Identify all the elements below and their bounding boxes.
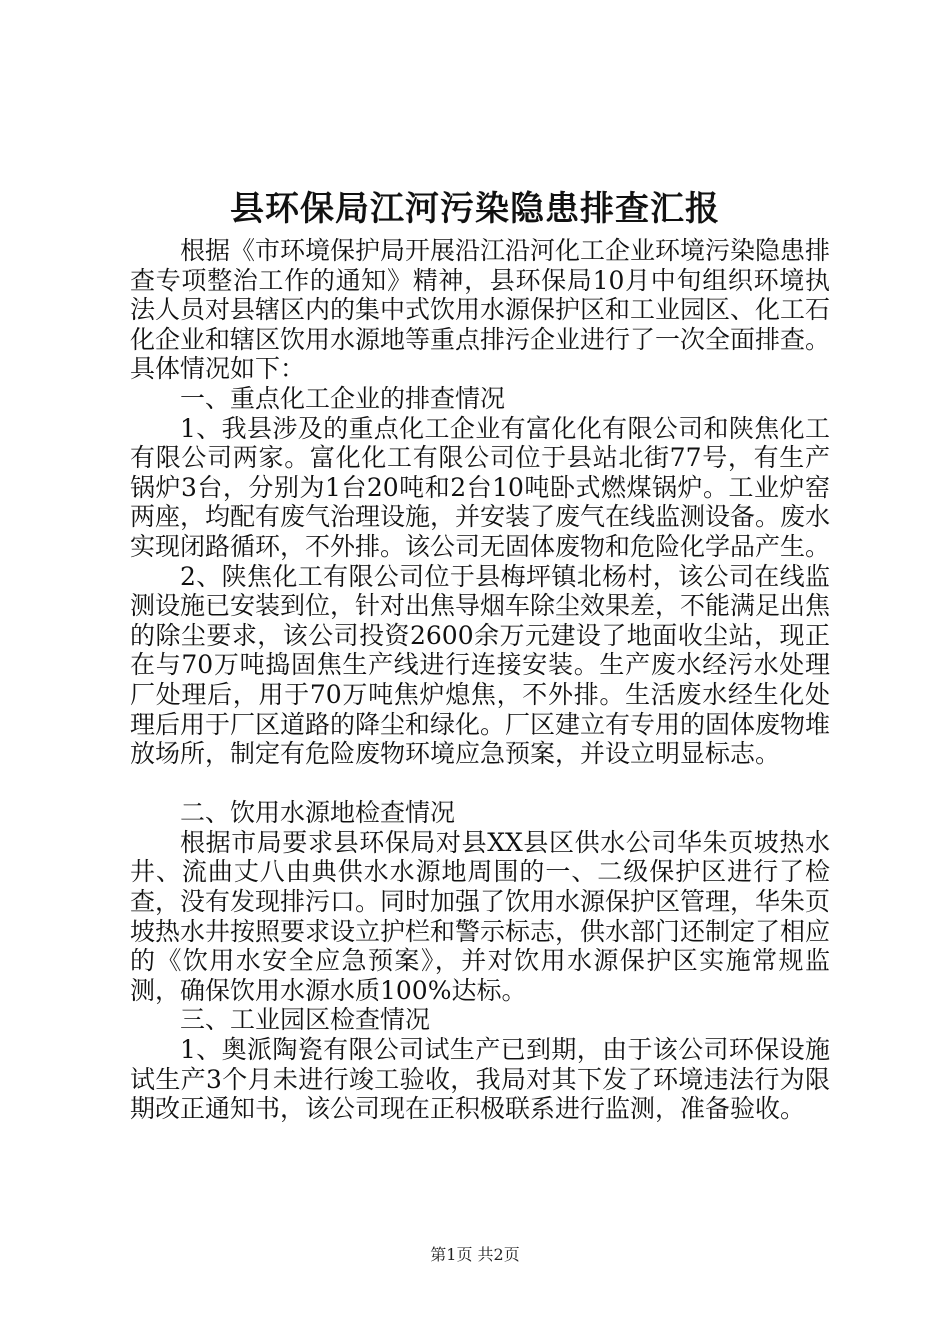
body-paragraph: 1、奥派陶瓷有限公司试生产已到期，由于该公司环保设施试生产3个月未进行竣工验收，我局对其下发了环境违法行为限期改正通知书，该公司现在正积极联系进行监测，准备验收。	[130, 1035, 830, 1124]
section-heading-1: 一、重点化工企业的排查情况	[180, 383, 506, 413]
page-footer: 第1页 共2页	[430, 1245, 520, 1264]
document-title: 县环保局江河污染隐患排查汇报	[230, 189, 720, 229]
body-paragraph: 1、我县涉及的重点化工企业有富化化有限公司和陕焦化工有限公司两家。富化化工有限公司位于县站北街77号，有生产锅炉3台，分别为1台20吨和2台10吨卧式燃煤锅炉。工业炉窑两座，均配有废气治理设施，并安装了废气在线监测设备。废水实现闭路循环，不外排。该公司无固体废物和危险化学品产生。	[130, 413, 831, 561]
section-heading-3: 三、工业园区检查情况	[180, 1005, 431, 1035]
body-paragraph: 根据市局要求县环保局对县XX县区供水公司华朱页坡热水井、流曲丈八由典供水水源地周围的一、二级保护区进行了检查，没有发现排污口。同时加强了饮用水源保护区管理，华朱页坡热水井按照要求设立护栏和警示标志，供水部门还制定了相应的《饮用水安全应急预案》，并对饮用水源保护区实施常规监测，确保饮用水源水质100%达标。	[130, 827, 831, 1005]
intro-paragraph: 根据《市环境保护局开展沿江沿河化工企业环境污染隐患排查专项整治工作的通知》精神，县环保局10月中旬组织环境执法人员对县辖区内的集中式饮用水源保护区和工业园区、化工石化企业和辖区饮用水源地等重点排污企业进行了一次全面排查。具体情况如下：	[130, 236, 831, 384]
section-heading-2: 二、饮用水源地检查情况	[180, 798, 456, 828]
body-paragraph: 2、陕焦化工有限公司位于县梅坪镇北杨村，该公司在线监测设施已安装到位，针对出焦导烟车除尘效果差，不能满足出焦的除尘要求，该公司投资2600余万元建设了地面收尘站，现正在与70万吨捣固焦生产线进行连接安装。生产废水经污水处理厂处理后，用于70万吨焦炉熄焦，不外排。生活废水经生化处理后用于厂区道路的降尘和绿化。厂区建立有专用的固体废物堆放场所，制定有危险废物环境应急预案，并设立明显标志。	[130, 561, 831, 769]
document-body	[130, 236, 830, 1124]
